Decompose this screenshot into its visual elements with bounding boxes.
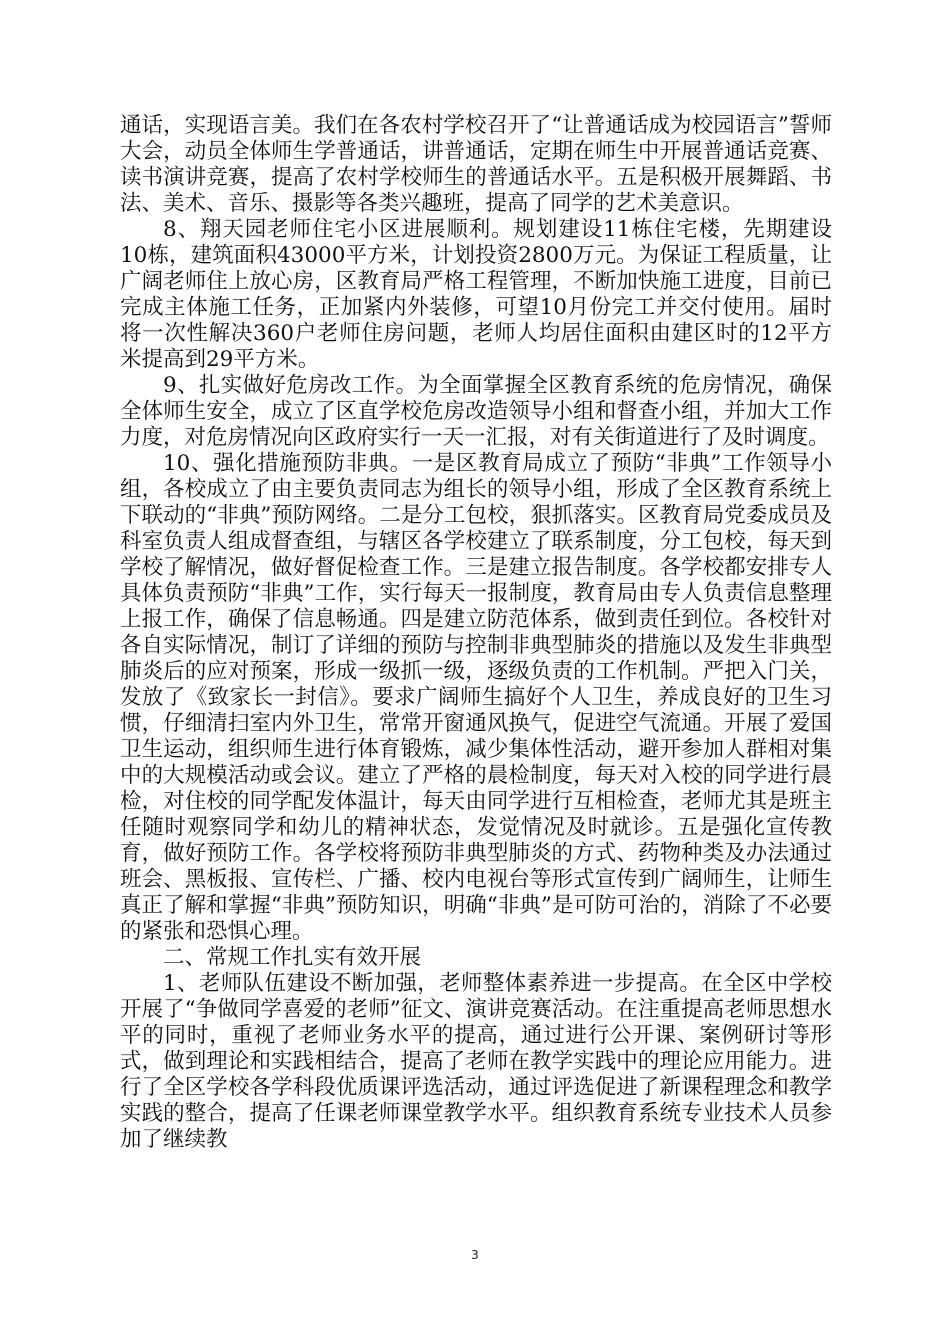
- document-body: [120, 113, 832, 1153]
- page-number: 3: [471, 1248, 479, 1262]
- paragraph-dangerous-buildings: 9、扎实做好危房改工作。为全面掌握全区教育系统的危房情况，确保全体师生安全，成立了区直学校危房改造领导小组和督查小组，并加大工作力度，对危房情况向区政府实行一天一汇报，对有关街道进行了及时调度。: [120, 373, 832, 450]
- paragraph-art-education: 通话，实现语言美。我们在各农村学校召开了“让普通话成为校园语言”誓师大会，动员全体师生学普通话，讲普通话，定期在师生中开展普通话竞赛、读书演讲竞赛，提高了农村学校师生的普通话水平。五是积极开展舞蹈、书法、美术、音乐、摄影等各类兴趣班，提高了同学的艺术美意识。: [120, 113, 832, 216]
- paragraph-teacher-team: 1、老师队伍建设不断加强，老师整体素养进一步提高。在全区中学校开展了“争做同学喜爱的老师”征文、演讲竞赛活动。在注重提高老师思想水平的同时，重视了老师业务水平的提高，通过进行公开课、案例研讨等形式，做到理论和实践相结合，提高了老师在教学实践中的理论应用能力。进行了全区学校各学科段优质课评选活动，通过评选促进了新课程理念和教学实践的整合，提高了任课老师课堂教学水平。组织教育系统专业技术人员参加了继续教: [120, 971, 832, 1152]
- section-heading-routine-work: 二、常规工作扎实有效开展: [163, 945, 422, 970]
- paragraph-teacher-housing: 8、翔天园老师住宅小区进展顺利。规划建设11栋住宅楼，先期建设10栋，建筑面积43000平方米，计划投资2800万元。为保证工程质量，让广阔老师住上放心房，区教育局严格工程管理，不断加快施工进度，目前已完成主体施工任务，正加紧内外装修，可望10月份完工并交付使用。届时将一次性解决360户老师住房问题，老师人均居住面积由建区时的12平方米提高到29平方米。: [120, 217, 832, 372]
- paragraph-sars-prevention: 10、强化措施预防非典。一是区教育局成立了预防“非典”工作领导小组，各校成立了由主要负责同志为组长的领导小组，形成了全区教育系统上下联动的“非典”预防网络。二是分工包校，狠抓落实。区教育局党委成员及科室负责人组成督查组，与辖区各学校建立了联系制度，分工包校，每天到学校了解情况，做好督促检查工作。三是建立报告制度。各学校都安排专人具体负责预防“非典”工作，实行每天一报制度，教育局由专人负责信息整理上报工作，确保了信息畅通。四是建立防范体系，做到责任到位。各校针对各自实际情况，制订了详细的预防与控制非典型肺炎的措施以及发生非典型肺炎后的应对预案，形成一级抓一级，逐级负责的工作机制。严把入门关，发放了《致家长一封信》。要求广阔师生搞好个人卫生，养成良好的卫生习惯，仔细清扫室内外卫生，常常开窗通风换气，促进空气流通。开展了爱国卫生运动，组织师生进行体育锻炼，减少集体性活动，避开参加人群相对集中的大规模活动或会议。建立了严格的晨检制度，每天对入校的同学进行晨检，对住校的同学配发体温计，每天由同学进行互相检查，老师尤其是班主任随时观察同学和幼儿的精神状态，发觉情况及时就诊。五是强化宣传教育，做好预防工作。各学校将预防非典型肺炎的方式、药物种类及办法通过班会、黑板报、宣传栏、广播、校内电视台等形式宣传到广阔师生，让师生真正了解和掌握“非典”预防知识，明确“非典”是可防可治的，消除了不必要的紧张和恐惧心理。: [120, 451, 832, 944]
